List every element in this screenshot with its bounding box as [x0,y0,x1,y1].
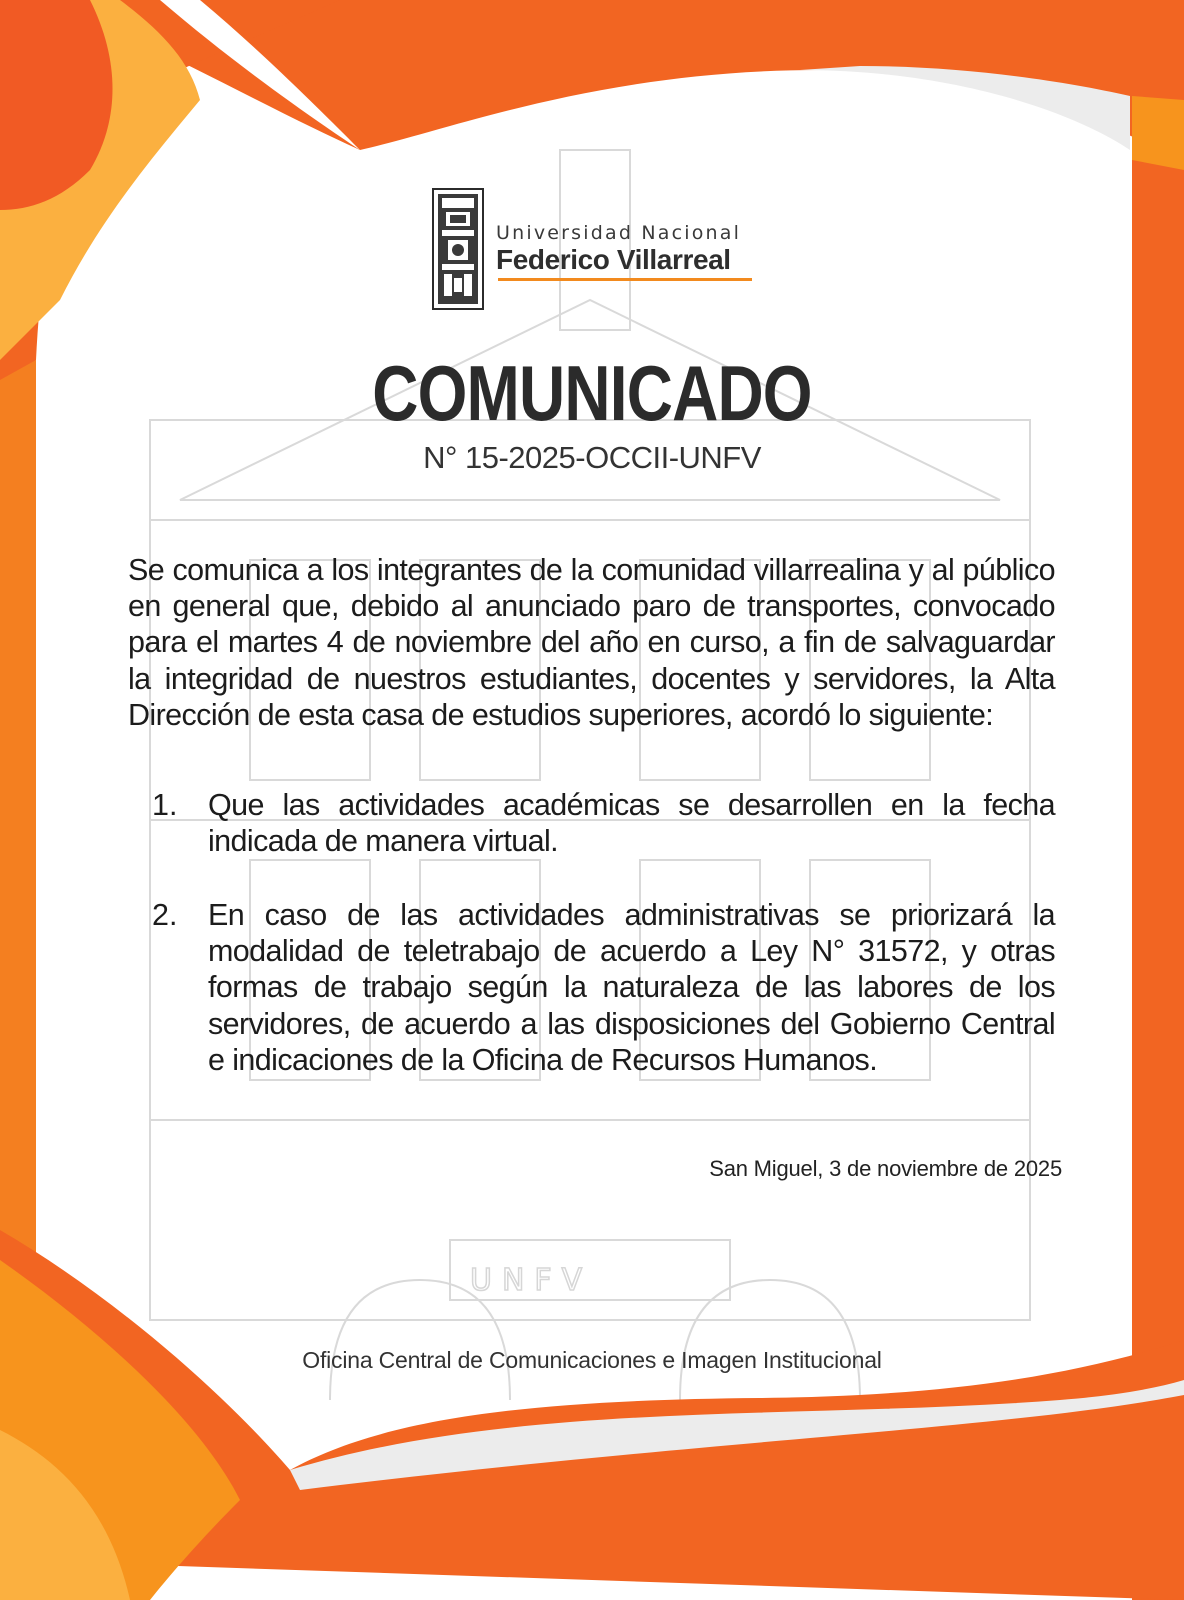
list-item-text: Que las actividades académicas se desarrollen en la fecha indicada de manera virtual. [208,788,1055,859]
list-item-text: En caso de las actividades administrativas se priorizará la modalidad de teletrabajo de acuerdo a Ley N° 31572, y otras formas de trabajo según la naturaleza de las labores de los servidores, de acuerdo a las disposiciones del Gobierno Central e indicaciones de la Oficina de Recursos Humanos. [208,898,1055,1077]
watermark-unfv-label: UNFV [470,1263,593,1298]
list-item-number: 2. [152,898,178,932]
footer-office: Oficina Central de Comunicaciones e Imagen Institucional [302,1347,882,1373]
university-emblem-icon [432,188,484,310]
place-date: San Miguel, 3 de noviembre de 2025 [709,1156,1062,1181]
list-item-number: 1. [152,788,178,822]
logo-university-line: Universidad Nacional [496,222,742,244]
logo-name-line: Federico Villarreal [496,244,731,275]
intro-paragraph: Se comunica a los integrantes de la comunidad villarrealina y al público en general que, debido al anunciado paro de transportes, convocado para el martes 4 de noviembre del año en curso, a fin de salvaguardar la integridad de nuestros estudiantes, docentes y servidores, la Alta Dirección de esta casa de estudios superiores, acordó lo siguiente: [128,553,1055,732]
logo-underline [498,278,752,281]
document-number: N° 15-2025-OCCII-UNFV [423,440,761,475]
page-title: COMUNICADO [372,349,812,437]
university-logo [432,188,762,310]
